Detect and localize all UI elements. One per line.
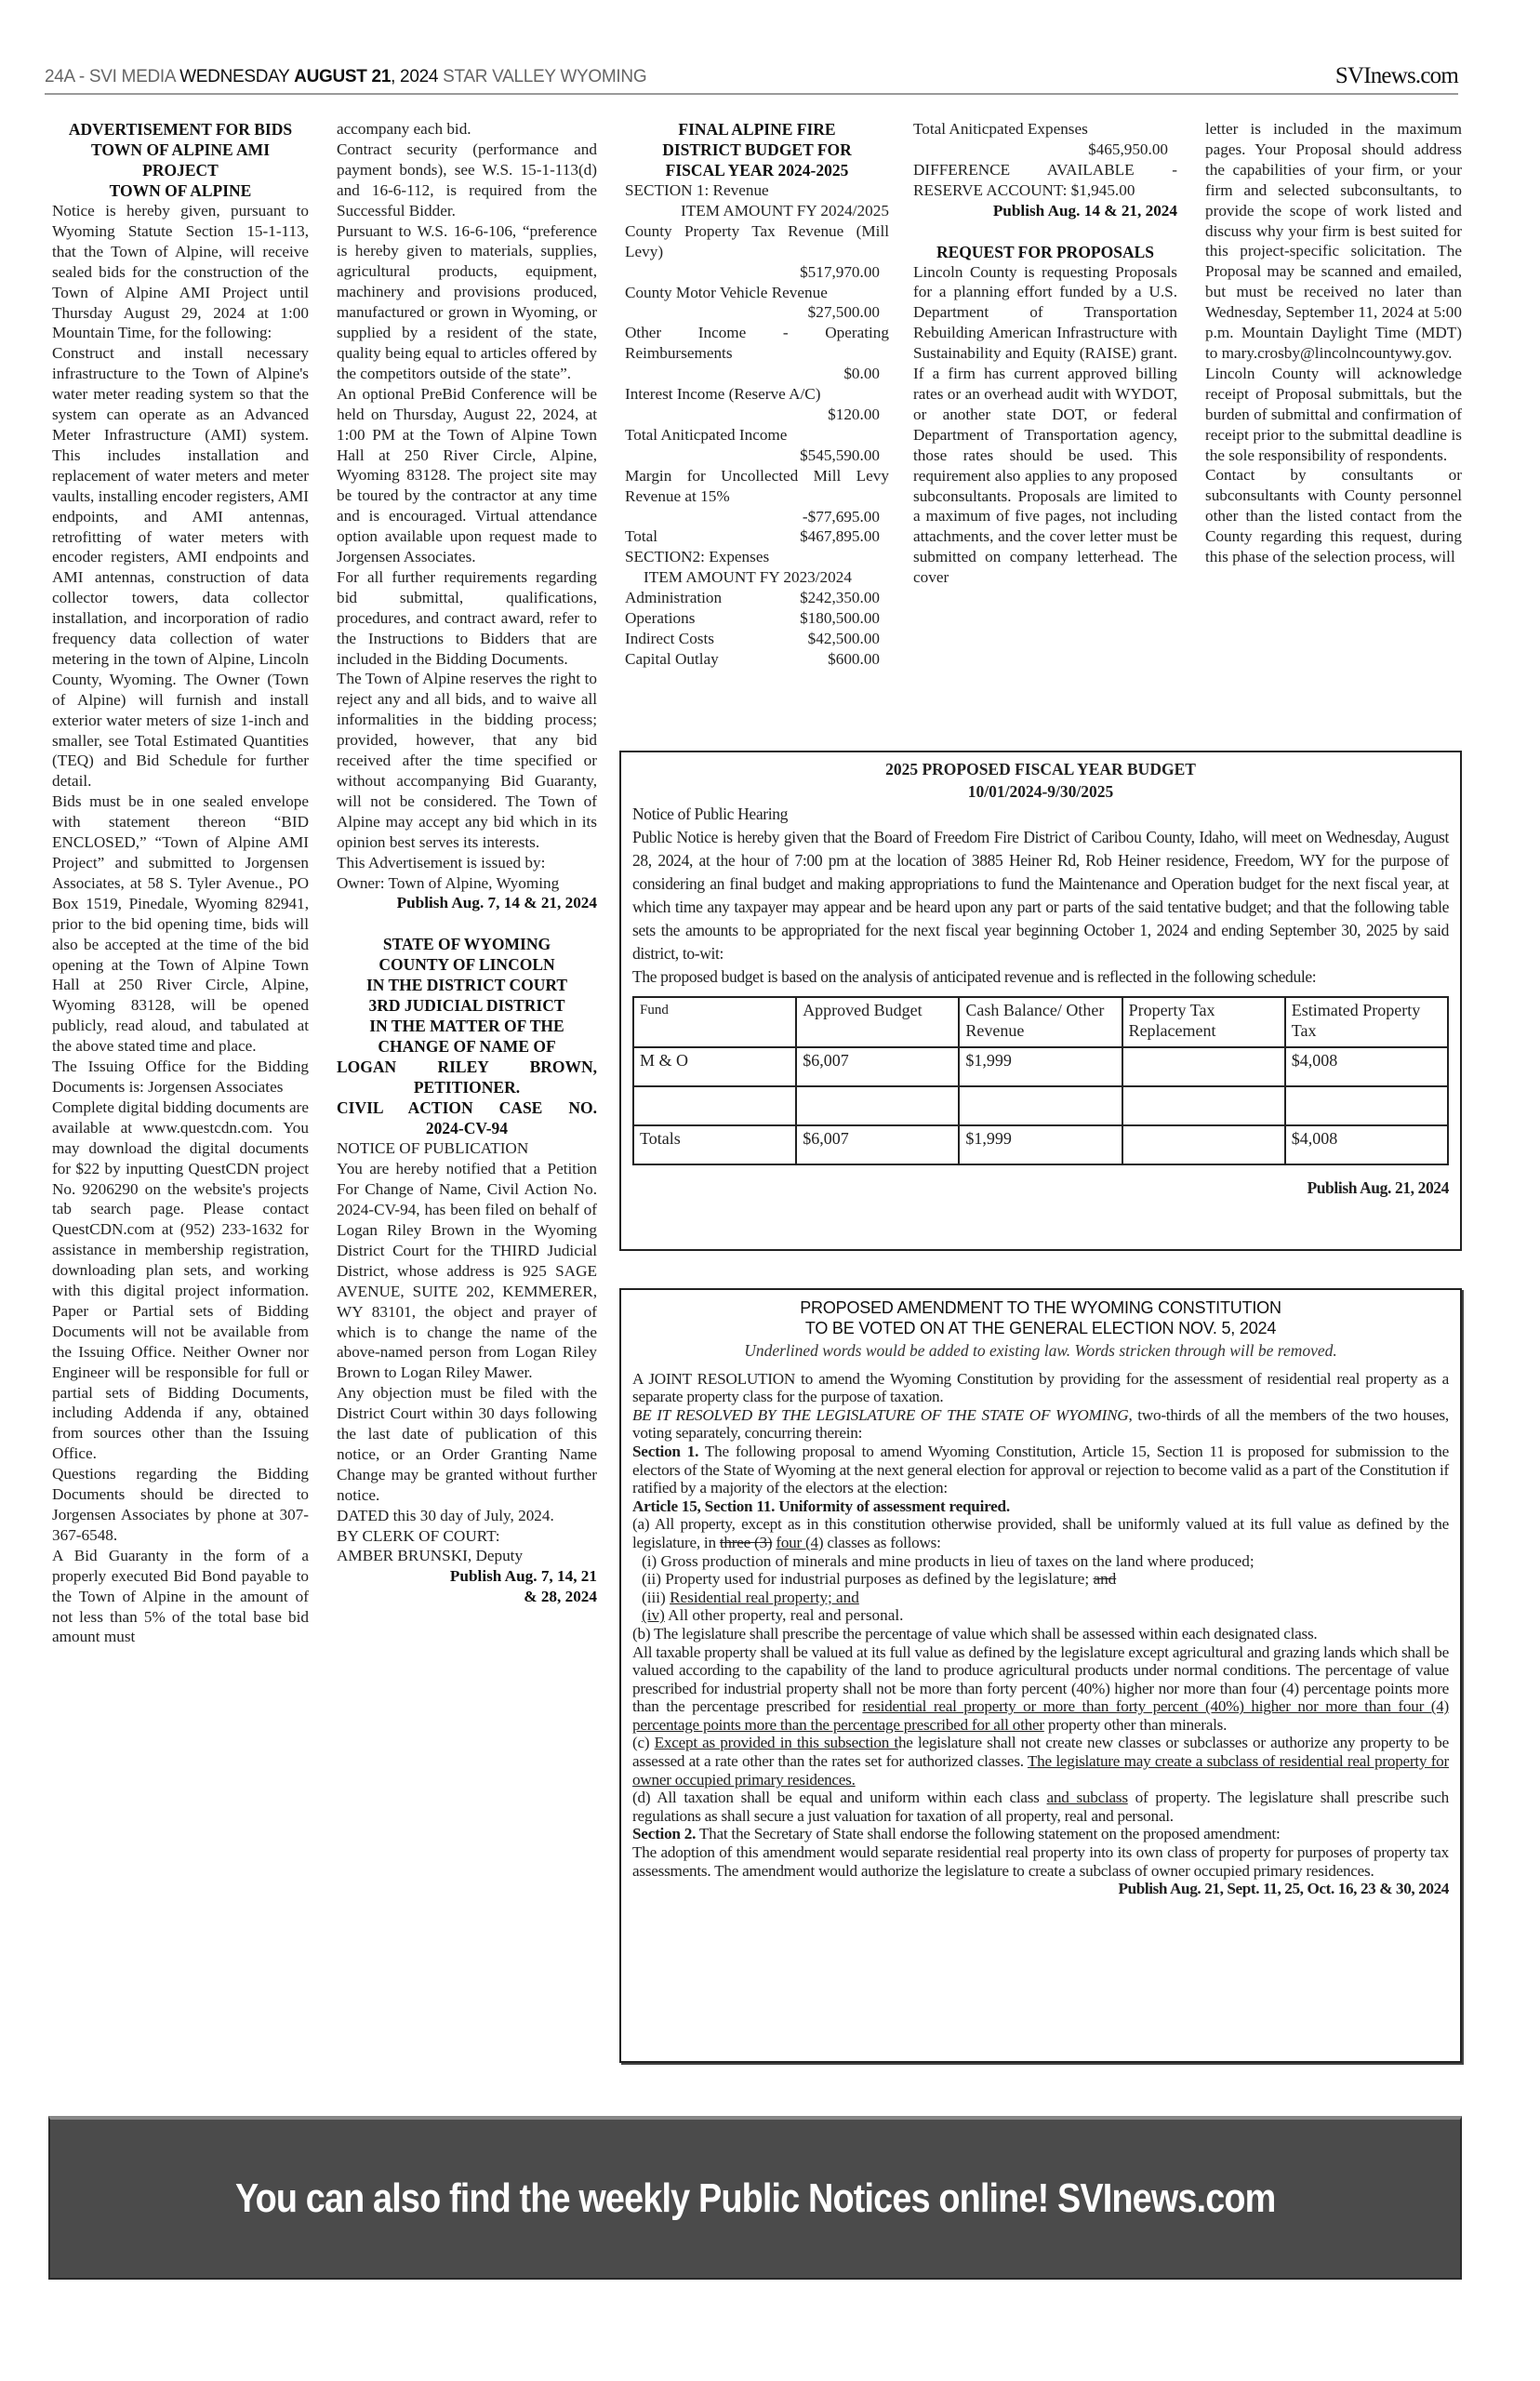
column-header: Fund: [633, 997, 796, 1047]
paragraph: For all further requirements regarding bid submittal, qualifications, procedures, and contract award, refer to the Instructions to Bidders that are included in the Bidding Documents.: [337, 567, 597, 668]
paragraph: NOTICE OF PUBLICATION: [337, 1139, 529, 1158]
text: All other property, real and personal.: [664, 1606, 904, 1625]
budget-amount: -$77,695.00: [802, 507, 880, 525]
table-cell: $1,999: [959, 1047, 1122, 1086]
list-item: [632, 1589, 1449, 1607]
budget-row: [625, 588, 889, 608]
spacer: [337, 913, 597, 934]
notice-heading: FISCAL YEAR 2024-2025: [665, 161, 849, 180]
freedom-budget-notice: [619, 751, 1462, 1251]
budget-amount: $467,895.00: [800, 527, 880, 546]
paragraph: An optional PreBid Conference will be held on Thursday, August 22, 2024, at 1:00 PM at the Town of Alpine Town Hall at 250 River Circle, Alpine, Wyoming 83128. The project site may be toured by the contractor at any time and is encouraged. Virtual attendance option available upon request made to Jorgensen Associates.: [337, 384, 597, 566]
notice-heading: TOWN OF ALPINE AMI: [90, 140, 271, 159]
paragraph: Contract security (performance and payment bonds), see W.S. 15-1-113(d) and 16-6-112, is required from the Successful Bidder.: [337, 140, 597, 219]
column-header: Approved Budget: [796, 997, 959, 1047]
paragraph: The Town of Alpine reserves the right to reject any and all bids, and to waive all informalities in the bidding process; provided, however, that any bid received after the time specified or without accompanying Bid Guaranty, will not be considered. The Town of Alpine may accept any bid which in its opinion best serves its interests.: [337, 670, 597, 851]
text: , two-thirds of all the members of the two houses, voting separately, concurring therein:: [632, 1405, 1449, 1443]
column-header: ITEM AMOUNT FY 2023/2024: [644, 568, 852, 587]
column-4: [913, 119, 1177, 588]
added-text: (iv): [642, 1606, 665, 1625]
table-header-row: [633, 997, 1448, 1047]
budget-item: Administration: [625, 589, 723, 607]
struck-text: and: [1093, 1570, 1117, 1589]
section-label: Section 2.: [632, 1825, 697, 1843]
notice-heading: PROPOSED AMENDMENT TO THE WYOMING CONSTITUTION: [800, 1298, 1281, 1317]
budget-item: Other Income - Operating Reimbursements: [625, 324, 889, 363]
budget-item: Total Aniticpated Income: [625, 425, 788, 444]
column-header: Property Tax Replacement: [1122, 997, 1285, 1047]
notice-heading: TOWN OF ALPINE: [109, 181, 252, 200]
added-text: four (4): [776, 1533, 824, 1551]
table-cell: M & O: [633, 1047, 796, 1086]
paragraph: BY CLERK OF COURT:: [337, 1526, 500, 1545]
budget-amount: $27,500.00: [807, 303, 880, 322]
notice-heading: DISTRICT BUDGET FOR: [662, 140, 852, 159]
column-header: ITEM AMOUNT FY 2024/2025: [681, 201, 889, 219]
paragraph: The proposed budget is based on the analysis of anticipated revenue and is reflected in the following schedule:: [632, 967, 1317, 986]
paragraph: [632, 1515, 1449, 1551]
notice-heading: ADVERTISEMENT FOR BIDS: [68, 120, 293, 139]
struck-text: three (3): [719, 1533, 773, 1551]
text: (d) All taxation shall be equal and uniform within each class: [632, 1789, 1047, 1807]
reserve-difference: DIFFERENCE AVAILABLE - RESERVE ACCOUNT: $1,945.00: [913, 160, 1177, 199]
paragraph: [632, 1789, 1449, 1825]
paragraph: This Advertisement is issued by:: [337, 853, 546, 871]
notice-heading: FINAL ALPINE FIRE: [678, 120, 836, 139]
amendment-notice: [619, 1288, 1462, 2063]
text: classes as follows:: [823, 1533, 941, 1551]
budget-amount: $42,500.00: [807, 629, 880, 647]
year: , 2024: [391, 67, 439, 86]
publish-dates: & 28, 2024: [524, 1588, 597, 1606]
table-cell: [633, 1086, 796, 1125]
paragraph: [632, 1443, 1449, 1497]
online-notices-banner[interactable]: [48, 2116, 1462, 2280]
column-1: [52, 119, 309, 1647]
budget-amount: $545,590.00: [800, 446, 880, 464]
budget-item: County Property Tax Revenue (Mill Levy): [625, 221, 889, 260]
ad-bids-continued: [337, 119, 597, 913]
spacer: [913, 221, 1177, 242]
publish-dates: Publish Aug. 7, 14, 21: [449, 1567, 597, 1586]
budget-amount: $180,500.00: [800, 609, 880, 628]
name-change-notice: [337, 934, 597, 1607]
table-row: [633, 1047, 1448, 1086]
budget-item: Total Aniticpated Expenses: [913, 120, 1088, 138]
budget-amount: $600.00: [828, 649, 880, 668]
fire-budget-notice: [625, 119, 889, 670]
text: Article 15, Section 11. Uniformity of assessment required.: [632, 1496, 1010, 1515]
notice-heading: IN THE MATTER OF THE: [369, 1017, 564, 1036]
paragraph: Pursuant to W.S. 16-6-106, “preference is hereby given to materials, supplies, agricultural products, equipment, machinery and provisions produced, manufactured or grown in Wyoming, or supplied by a resident of the state, quality being equal to articles offered by the competitors outside of the state”.: [337, 221, 597, 382]
publish-dates: Publish Aug. 14 & 21, 2024: [992, 201, 1177, 219]
banner-text: You can also find the weekly Public Notices online! SVInews.com: [234, 2175, 1276, 2221]
paragraph: letter is included in the maximum pages. Your Proposal should address the capabilities of your firm, or your firm and selected subconsultants, to provide the scope of work listed and discuss why your firm is best suited for this project-specific solicitation. The Proposal may be scanned and emailed, but must be received no later than Wednesday, September 11, 2024 at 5:00 p.m. Mountain Daylight Time (MDT) to mary.crosby@lincolncountywy.gov.: [1205, 120, 1462, 362]
section-label: SECTION2: Expenses: [625, 548, 770, 566]
notice-heading: CHANGE OF NAME OF: [378, 1037, 556, 1057]
section-label: Section 1.: [632, 1442, 699, 1460]
list-item: [632, 1606, 1449, 1625]
notice-heading: CIVIL ACTION CASE NO.: [337, 1098, 597, 1118]
column-2: [337, 119, 597, 1607]
added-text: Except as provided in this subsection t: [654, 1734, 898, 1752]
notice-heading: REQUEST FOR PROPOSALS: [936, 242, 1155, 261]
budget-table: [632, 996, 1449, 1165]
page-number: 24A - SVI MEDIA: [45, 67, 176, 86]
budget-row: [625, 629, 889, 649]
article-heading: [632, 1497, 1449, 1516]
column-header: Estimated Property Tax: [1285, 997, 1448, 1047]
table-cell: $6,007: [796, 1125, 959, 1164]
paragraph: [632, 1734, 1449, 1789]
column-5: [1205, 119, 1462, 567]
added-text: The legislature may create a subclass of residential real property for owner occupied primary residences.: [632, 1752, 1449, 1789]
publish-dates: Publish Aug. 21, 2024: [1307, 1178, 1449, 1197]
budget-item: Operations: [625, 609, 696, 628]
text: (a) All property, except as in this constitution otherwise provided, shall be uniformly valued at its full value as defined by the legislature, in: [632, 1515, 1449, 1551]
budget-item: Capital Outlay: [625, 649, 719, 668]
text: of property. The legislature shall prescribe such regulations as shall secure a just valuation for taxation of all property, real and personal.: [632, 1789, 1450, 1825]
paragraph: Contact by consultants or subconsultants with County personnel other than the listed contact from the County regarding this request, during this phase of the selection process, will: [1205, 466, 1462, 566]
region: STAR VALLEY WYOMING: [443, 67, 647, 86]
notice-heading: 2025 PROPOSED FISCAL YEAR BUDGET: [885, 760, 1196, 778]
page-header: [45, 65, 1458, 95]
paragraph: AMBER BRUNSKI, Deputy: [337, 1547, 524, 1565]
added-text: Residential real property; and: [670, 1588, 859, 1606]
table-cell: $4,008: [1285, 1125, 1448, 1164]
text: The following proposal to amend Wyoming Constitution, Article 15, Section 11 is proposed for submission to the electors of the State of Wyoming at the next general election for approval or rejection to become valid as a part of the Constitution if ratified by a majority of the electors at the election:: [632, 1442, 1449, 1497]
budget-amount: $517,970.00: [800, 262, 880, 281]
publish-dates: Publish Aug. 7, 14 & 21, 2024: [396, 894, 597, 912]
added-text: and subclass: [1046, 1789, 1128, 1807]
text: (iii): [642, 1588, 670, 1606]
budget-row: [625, 608, 889, 629]
table-cell: $6,007: [796, 1047, 959, 1086]
rfp-notice: [913, 242, 1177, 589]
text: property other than minerals.: [1043, 1715, 1228, 1734]
budget-amount: $120.00: [828, 405, 880, 423]
ad-bids-notice: [52, 119, 309, 1647]
paragraph: Any objection must be filed with the District Court within 30 days following the last date of publication of this notice, or an Order Granting Name Change may be granted without further notice.: [337, 1384, 597, 1504]
paragraph: [632, 1406, 1449, 1443]
table-cell: $1,999: [959, 1125, 1122, 1164]
paragraph: [632, 1825, 1449, 1843]
notice-heading: COUNTY OF LINCOLN: [378, 955, 555, 975]
text: (c): [632, 1734, 655, 1752]
paragraph: A JOINT RESOLUTION to amend the Wyoming Constitution by providing for the assessment of residential real property as a separate property class for the purpose of taxation.: [632, 1369, 1449, 1406]
resolved-clause: BE IT RESOLVED BY THE LEGISLATURE OF THE STATE OF WYOMING: [632, 1405, 1129, 1424]
column-header: Cash Balance/ Other Revenue: [959, 997, 1122, 1047]
budget-amount: $0.00: [843, 365, 880, 383]
paragraph: The Issuing Office for the Bidding Documents is: Jorgensen Associates: [52, 1057, 309, 1096]
page-dateline: [45, 67, 646, 87]
text: (ii) Property used for industrial purposes as defined by the legislature;: [642, 1570, 1094, 1589]
legend-note: Underlined words would be added to existing law. Words stricken through will be removed.: [744, 1341, 1337, 1360]
paragraph: Questions regarding the Bidding Documents should be directed to Jorgensen Associates by phone at 307-367-6548.: [52, 1465, 309, 1544]
date: AUGUST 21: [294, 67, 392, 86]
table-cell: [959, 1086, 1122, 1125]
paragraph: Lincoln County is requesting Proposals for a planning effort funded by a U.S. Department of Transportation Rebuilding American Infrastructure with Sustainability and Equity (RAISE) grant. If a firm has current approved billing rates or an overhead audit with WYDOT, or another state DOT, or federal Department of Transportation agency, those rates should be used. This requirement also applies to any proposed subconsultants. Proposals are limited to a maximum of five pages, not including attachments, and the cover letter must be submitted on company letterhead. The cover: [913, 262, 1177, 587]
budget-item: Total: [625, 527, 658, 546]
notice-heading: LOGAN RILEY BROWN,: [337, 1057, 597, 1077]
notice-heading: IN THE DISTRICT COURT: [365, 976, 568, 995]
column-3: [625, 119, 889, 670]
list-item: [632, 1570, 1449, 1589]
budget-row: [625, 649, 889, 670]
paragraph: Notice of Public Hearing: [632, 805, 789, 823]
table-cell: [1122, 1047, 1285, 1086]
fire-budget-continued: [913, 119, 1177, 221]
notice-heading: 2024-CV-94: [425, 1119, 509, 1138]
notice-heading: PETITIONER.: [413, 1078, 521, 1097]
notice-heading: STATE OF WYOMING: [382, 935, 551, 954]
paragraph: You are hereby notified that a Petition For Change of Name, Civil Action No. 2024-CV-94, has been filed on behalf of Logan Riley Brown in the Wyoming District Court for the THIRD Judicial District, whose address is 925 SAGE AVENUE, SUITE 202, KEMMERER, WY 83101, the object and prayer of which is to change the name of the above-named person from Logan Riley Brown to Logan Riley Mawer.: [337, 1160, 597, 1382]
paragraph: Construct and install necessary infrastructure to the Town of Alpine's water meter reading system so that the system can operate as an Advanced Meter Infrastructure (AMI) system. This includes installation and replacement of water meters and meter vaults, installing encoder registers, AMI endpoints, and AMI antennas, retrofitting of water meters with encoder registers, AMI endpoints and AMI antennas, construction of data collector towers, data collector installation, and incorporation of radio frequency data collection of water metering in the town of Alpine, Lincoln County, Wyoming. The Owner (Town of Alpine) will furnish and install exterior water meters of size 1-inch and smaller, see Total Estimated Quantities (TEQ) and Bid Schedule for further detail.: [52, 344, 309, 791]
budget-amount: $465,950.00: [1088, 140, 1168, 158]
paragraph: A Bid Guaranty in the form of a properly executed Bid Bond payable to the Town of Alpine in the amount of not less than 5% of the total base bid amount must: [52, 1546, 309, 1646]
paragraph: accompany each bid.: [337, 120, 471, 138]
paragraph: The adoption of this amendment would separate residential real property into its own class of property for purposes of property tax assessments. The amendment would authorize the legislature to create a subclass of owner occupied primary residences.: [632, 1843, 1449, 1880]
notice-heading: 10/01/2024-9/30/2025: [967, 782, 1114, 801]
text: he legislature shall not create new classes or subclasses or authorize any property to be assessed at a rate other than the rates set for authorized classes.: [632, 1734, 1450, 1771]
text: All taxable property shall be valued at its full value as defined by the legislature except agricultural and grazing lands which shall be valued according to the capability of the land to produce agricultural products under normal conditions. The percentage of value prescribed for industrial property shall not be more than forty percent (40%) higher nor more than four (4) percentage points more than the percentage prescribed for: [632, 1643, 1449, 1716]
weekday: WEDNESDAY: [179, 67, 290, 86]
paragraph: Lincoln County will acknowledge receipt of Proposal submittals, but the burden of submittal and confirmation of receipt prior to the submittal deadline is the sole responsibility of respondents.: [1205, 364, 1462, 464]
section-label: SECTION 1: Revenue: [625, 181, 769, 199]
site-link[interactable]: SVInews.com: [1334, 63, 1458, 88]
paragraph: (b) The legislature shall prescribe the percentage of value which shall be assessed within each designated class.: [632, 1624, 1318, 1643]
budget-item: Margin for Uncollected Mill Levy Revenue at 15%: [625, 466, 889, 505]
budget-item: Indirect Costs: [625, 629, 714, 647]
notice-heading: 3RD JUDICIAL DISTRICT: [368, 996, 565, 1016]
budget-amount: $242,350.00: [800, 589, 880, 607]
paragraph: Public Notice is hereby given that the Board of Freedom Fire District of Caribou County, Idaho, will meet on Wednesday, August 28, 2024, at the hour of 7:00 pm at the location of 3885 Heiner Rd, Rob Heiner residence, Freedom, WY for the purpose of considering an final budget and making appropriations to fund the Maintenance and Operation budget for the next fiscal year, at which time any taxpayer may appear and be heard upon any part or parts of the said tentative budget; and that the following table sets the amounts to be appropriated for the next fiscal year beginning October 1, 2024 and ending September 30, 2025 by said district, to-wit:: [632, 828, 1449, 963]
paragraph: Bids must be in one sealed envelope with statement thereon “BID ENCLOSED,” “Town of Alpine AMI Project” and submitted to Jorgensen Associates, at 58 S. Tyler Avenue., PO Box 1519, Pinedale, Wyoming 82941, prior to the bid opening time, bids will also be accepted at the time of the bid opening at the Town of Alpine Town Hall at 250 River Circle, Alpine, Wyoming 83128, will be opened publicly, read aloud, and tabulated at the above stated time and place.: [52, 792, 309, 1056]
paragraph: Owner: Town of Alpine, Wyoming: [337, 873, 560, 892]
paragraph: [632, 1643, 1449, 1735]
budget-item: Interest Income (Reserve A/C): [625, 385, 821, 404]
notice-heading: PROJECT: [142, 161, 219, 180]
publish-dates: Publish Aug. 21, Sept. 11, 25, Oct. 16, 23 & 30, 2024: [1118, 1880, 1449, 1898]
table-row: [633, 1125, 1448, 1164]
table-cell: [1122, 1125, 1285, 1164]
table-cell: [1285, 1086, 1448, 1125]
table-row: [633, 1086, 1448, 1125]
notice-heading: TO BE VOTED ON AT THE GENERAL ELECTION NOV. 5, 2024: [804, 1319, 1277, 1337]
list-item: (i) Gross production of minerals and mine products in lieu of taxes on the land where produced;: [642, 1551, 1255, 1570]
table-cell: [796, 1086, 959, 1125]
text: That the Secretary of State shall endorse the following statement on the proposed amendment:: [696, 1825, 1281, 1843]
paragraph: Notice is hereby given, pursuant to Wyoming Statute Section 15-1-113, that the Town of Alpine, will receive sealed bids for the construction of the Town of Alpine AMI Project until Thursday August 29, 2024 at 1:00 Mountain Time, for the following:: [52, 202, 309, 342]
table-cell: [1122, 1086, 1285, 1125]
paragraph: DATED this 30 day of July, 2024.: [337, 1506, 554, 1524]
table-cell: Totals: [633, 1125, 796, 1164]
added-text: residential real property or more than forty percent (40%) higher nor more than four (4) percentage points more than the percentage prescribed for all other: [632, 1697, 1449, 1734]
table-cell: $4,008: [1285, 1047, 1448, 1086]
budget-item: County Motor Vehicle Revenue: [625, 283, 828, 301]
paragraph: Complete digital bidding documents are available at www.questcdn.com. You may download the digital documents for $22 by inputting QuestCDN project No. 9206290 on the website's projects tab search page. Please contact QuestCDN.com at (952) 233-1632 for assistance in membership registration, downloading plan sets, and working with this digital project information. Paper or Partial sets of Bidding Documents will not be available from the Issuing Office. Neither Owner nor Engineer will be responsible for full or partial sets of Bidding Documents, including Addenda if any, obtained from sources other than the Issuing Office.: [52, 1097, 309, 1463]
budget-row: [625, 526, 889, 547]
